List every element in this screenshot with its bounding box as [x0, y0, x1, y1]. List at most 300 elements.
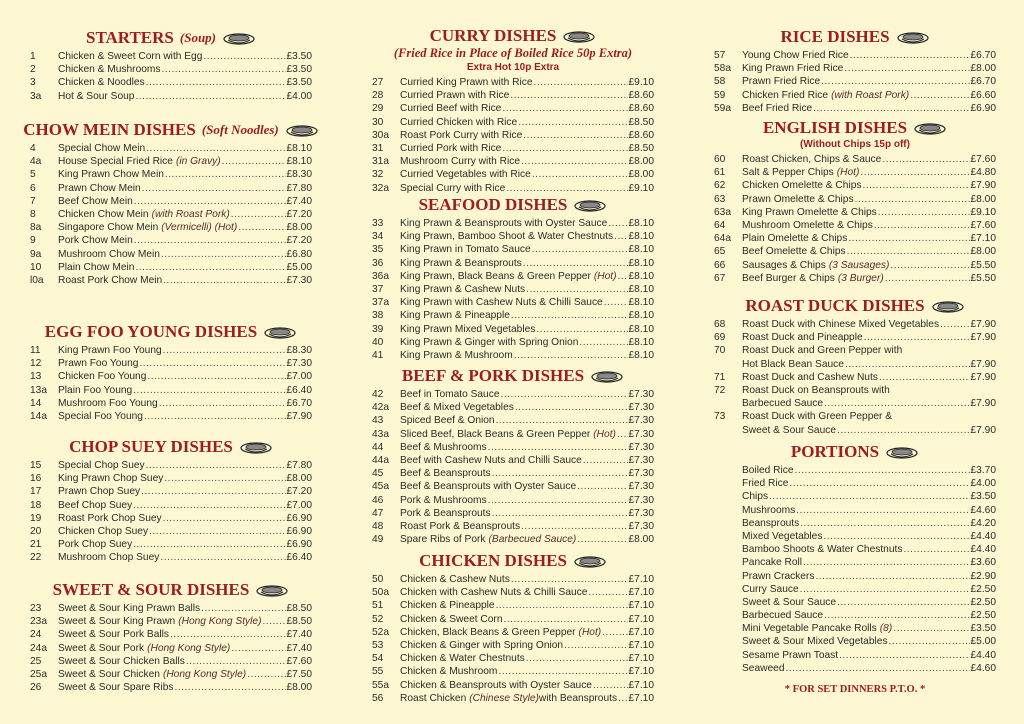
section-title: CHOW MEIN DISHES — [23, 120, 196, 139]
item-price: £7.10 — [628, 587, 654, 599]
dot-leader — [510, 89, 627, 102]
section-heading — [714, 442, 996, 462]
item-name: Chicken & Mushrooms — [58, 64, 161, 76]
item-number: 8 — [30, 208, 36, 220]
item-price: £7.80 — [286, 182, 312, 194]
menu-item — [372, 494, 654, 507]
menu-item — [714, 331, 996, 344]
item-name: Beef Fried Rice — [742, 102, 813, 114]
item-name: Pancake Roll — [742, 557, 803, 569]
item-name: Chicken Chop Suey — [58, 525, 149, 537]
item-name: King Prawn, Black Beans & Green Pepper — [400, 270, 591, 282]
item-number: 35 — [372, 244, 384, 256]
dot-leader — [133, 538, 285, 551]
menu-section-portions — [714, 442, 996, 675]
item-name: Prawn Fried Rice — [742, 76, 821, 88]
dot-leader — [142, 182, 286, 195]
menu-item — [714, 62, 996, 75]
dot-leader — [796, 504, 969, 517]
item-price: £7.10 — [628, 679, 654, 691]
menu-item — [372, 428, 654, 441]
dot-leader — [795, 464, 970, 477]
item-name: Beef with Cashew Nuts and Chilli Sauce — [400, 454, 582, 466]
menu-item-continuation — [714, 358, 996, 371]
item-price: £7.90 — [286, 410, 312, 422]
item-price: £7.10 — [628, 613, 654, 625]
dot-leader — [532, 243, 628, 256]
menu-item — [372, 388, 654, 401]
item-note: (Hot) — [593, 428, 616, 440]
item-number: 24 — [30, 629, 42, 641]
item-price: £8.00 — [286, 222, 312, 234]
dot-leader — [496, 599, 628, 612]
dot-leader — [789, 477, 969, 490]
menu-item — [372, 414, 654, 427]
item-price: £7.10 — [628, 666, 654, 678]
item-price: £7.10 — [628, 600, 654, 612]
section-title: CHICKEN DISHES — [419, 551, 567, 570]
item-number: 18 — [30, 499, 42, 511]
menu-item — [714, 477, 996, 490]
menu-item — [372, 626, 654, 639]
menu-item-list — [714, 318, 996, 437]
menu-item — [30, 90, 312, 103]
item-name: Barbecued Sauce — [742, 610, 823, 622]
rooster-icon — [573, 553, 607, 569]
item-name: Beef Omelette & Chips — [742, 246, 846, 258]
item-price: £6.70 — [970, 50, 996, 61]
item-number: 43 — [372, 415, 384, 427]
item-number: 54 — [372, 653, 384, 665]
item-name: Prawn Chow Mein — [58, 182, 141, 194]
dot-leader — [146, 459, 286, 472]
dot-leader — [864, 331, 970, 344]
menu-item — [714, 384, 996, 397]
dot-leader — [800, 517, 969, 530]
item-name: Curried Prawn with Rice — [400, 90, 510, 102]
item-name: Fried Rice — [742, 478, 789, 490]
item-price: £8.10 — [286, 156, 312, 168]
menu-item — [714, 490, 996, 503]
item-price: £6.80 — [286, 248, 312, 260]
menu-item — [30, 538, 312, 551]
item-price: £6.90 — [286, 525, 312, 537]
dot-leader — [837, 596, 969, 609]
item-number: 73 — [714, 411, 726, 423]
item-number: 32 — [372, 169, 384, 181]
menu-item — [372, 679, 654, 692]
item-name: Boiled Rice — [742, 465, 794, 476]
cow-and-pig-icon — [590, 368, 624, 384]
menu-item — [30, 168, 312, 181]
dot-leader — [170, 628, 286, 641]
item-number: 48 — [372, 520, 384, 532]
item-price: £9.10 — [628, 77, 654, 88]
item-price: £7.90 — [970, 371, 996, 383]
menu-item — [372, 467, 654, 480]
dot-leader — [577, 533, 627, 546]
menu-item — [372, 296, 654, 309]
menu-item-continuation — [714, 424, 996, 437]
dot-leader — [498, 665, 627, 678]
item-price: £6.60 — [970, 89, 996, 101]
item-name: Roast Duck with Chinese Mixed Vegetables — [742, 319, 940, 330]
dot-leader — [134, 234, 286, 247]
item-price: £4.80 — [970, 167, 996, 179]
section-note: (Fried Rice in Place of Boiled Rice 50p Extra) — [393, 46, 633, 60]
item-price: £7.30 — [628, 454, 654, 466]
item-price: £6.90 — [286, 539, 312, 551]
item-price: £8.60 — [628, 90, 654, 102]
item-number: 36a — [372, 270, 389, 282]
menu-item-list — [372, 573, 654, 705]
menu-item — [372, 613, 654, 626]
menu-section-rice-dishes — [714, 27, 996, 115]
dot-leader — [813, 102, 969, 115]
item-note: (Hong Kong Style) — [162, 668, 247, 680]
item-number: 26 — [30, 682, 42, 694]
item-name: House Special Fried Rice — [58, 156, 173, 168]
menu-item — [30, 261, 312, 274]
item-price: £8.10 — [628, 257, 654, 269]
menu-item — [372, 665, 654, 678]
item-price: £7.20 — [286, 486, 312, 498]
dot-leader — [159, 397, 286, 410]
item-number: l0a — [30, 274, 44, 286]
item-name: Chips — [742, 491, 769, 503]
item-note: (3 Burger) — [837, 272, 884, 284]
item-name: Prawn Foo Young — [58, 358, 139, 370]
item-name: Spare Ribs of Pork — [400, 534, 486, 546]
item-price: £7.50 — [286, 668, 312, 680]
menu-item — [714, 583, 996, 596]
item-price: £7.20 — [286, 235, 312, 247]
item-price: £3.50 — [970, 491, 996, 503]
dot-leader — [847, 245, 970, 258]
menu-item — [30, 615, 312, 628]
dot-leader — [893, 622, 969, 635]
dot-leader — [815, 570, 969, 583]
item-number: 19 — [30, 512, 42, 524]
menu-item — [30, 668, 312, 681]
menu-item — [372, 652, 654, 665]
item-name: Sliced Beef, Black Beans & Green Pepper — [400, 428, 591, 440]
item-note: (Hong Kong Style) — [147, 642, 231, 654]
item-name: Mixed Vegetables — [742, 530, 823, 542]
menu-item — [30, 628, 312, 641]
rice-bowl-chopsticks-icon — [896, 29, 930, 45]
item-name: Roast Chicken, Chips & Sauce — [742, 154, 882, 165]
oval-dish-icon — [255, 582, 289, 598]
item-name: King Prawn Chow Mein — [58, 169, 164, 181]
menu-item — [714, 517, 996, 530]
dot-leader — [523, 129, 627, 142]
item-price: £7.20 — [286, 208, 312, 220]
item-number: 34 — [372, 231, 384, 243]
item-number: 66 — [714, 259, 726, 271]
item-price: £2.90 — [970, 570, 996, 582]
item-name: Special Chow Mein — [58, 143, 146, 154]
item-name: King Prawn Fried Rice — [742, 63, 844, 75]
dot-leader — [577, 480, 627, 493]
item-price: £8.00 — [286, 682, 312, 694]
item-name: Beef & Mushrooms — [400, 441, 487, 453]
menu-item — [372, 336, 654, 349]
menu-item — [714, 410, 996, 423]
menu-item — [714, 259, 996, 272]
dot-leader — [133, 384, 285, 397]
dot-leader — [488, 441, 628, 454]
dot-leader — [231, 642, 285, 655]
menu-item — [372, 283, 654, 296]
item-price: £6.70 — [970, 76, 996, 88]
item-name: Beef & Beansprouts with Oyster Sauce — [400, 481, 577, 493]
section-title: PORTIONS — [790, 442, 880, 461]
dot-leader — [608, 217, 627, 230]
menu-item — [30, 459, 312, 472]
item-number: 51 — [372, 600, 384, 612]
dot-leader — [222, 155, 286, 168]
item-price: £7.60 — [286, 655, 312, 667]
menu-item — [714, 649, 996, 662]
item-price: £8.00 — [628, 534, 654, 546]
dot-leader — [521, 155, 627, 168]
item-price: £7.30 — [628, 402, 654, 414]
item-name: King Prawn & Ginger with Spring Onion — [400, 336, 579, 348]
item-number: 40 — [372, 336, 384, 348]
dot-leader — [492, 507, 628, 520]
item-name: King Prawn Chop Suey — [58, 473, 164, 485]
menu-item — [714, 245, 996, 258]
dot-leader — [163, 274, 285, 287]
item-price: £3.60 — [970, 557, 996, 569]
menu-item — [30, 234, 312, 247]
item-name: Pork Chow Mein — [58, 235, 133, 247]
dot-leader — [506, 182, 627, 195]
section-title: STARTERS — [85, 28, 174, 47]
item-number: 7 — [30, 195, 36, 207]
menu-item — [714, 232, 996, 245]
menu-item — [30, 642, 312, 655]
item-number: 58a — [714, 63, 731, 75]
item-price: £8.50 — [286, 603, 312, 614]
dot-leader — [579, 336, 627, 349]
item-name: Roast Chicken — [400, 692, 467, 704]
menu-item-list — [30, 459, 312, 565]
item-number: 52 — [372, 613, 384, 625]
plate-knife-fork-icon — [913, 120, 947, 136]
item-name: Beef Chow Mein — [58, 195, 133, 207]
item-number: 10 — [30, 261, 42, 273]
item-number: 46 — [372, 494, 384, 506]
item-price: £7.10 — [628, 692, 654, 704]
item-name: Sweet & Sour Pork Balls — [58, 629, 169, 641]
item-number: 30a — [372, 129, 389, 141]
covered-dish-icon — [263, 324, 297, 340]
dot-leader — [824, 609, 970, 622]
section-heading — [23, 120, 312, 140]
dot-leader — [144, 410, 286, 423]
item-price: £2.50 — [970, 583, 996, 595]
dot-leader — [879, 371, 970, 384]
item-price: £8.10 — [628, 270, 654, 282]
menu-item — [30, 248, 312, 261]
menu-item — [30, 397, 312, 410]
menu-item-list — [372, 217, 654, 362]
menu-item — [714, 166, 996, 179]
menu-item — [372, 533, 654, 546]
item-name: Beef in Tomato Sauce — [400, 389, 500, 400]
dot-leader — [526, 652, 628, 665]
item-price: £6.90 — [970, 102, 996, 114]
menu-item — [714, 89, 996, 102]
item-price: £8.10 — [628, 323, 654, 335]
item-number: 71 — [714, 371, 726, 383]
menu-item — [372, 520, 654, 533]
duck-icon — [931, 298, 965, 314]
item-name: Beef & Beansprouts — [400, 468, 491, 480]
menu-item — [372, 480, 654, 493]
dot-leader — [163, 344, 286, 357]
item-number: 25a — [30, 668, 47, 680]
item-price: £8.10 — [628, 349, 654, 361]
item-number: 2 — [30, 64, 36, 76]
dot-leader — [534, 76, 628, 89]
item-name: Sweet & Sour Sauce — [742, 596, 837, 608]
menu-item — [714, 219, 996, 232]
menu-item — [714, 102, 996, 115]
item-price: £7.40 — [286, 629, 312, 641]
dot-leader — [618, 692, 627, 705]
menu-item-continuation — [714, 397, 996, 410]
item-name: King Prawn & Pineapple — [400, 310, 510, 322]
item-name: King Prawn Omelette & Chips — [742, 206, 877, 218]
item-note: (8) — [879, 623, 893, 635]
item-number: 62 — [714, 180, 726, 192]
item-name: Salt & Pepper Chips — [742, 167, 834, 179]
menu-item — [30, 195, 312, 208]
section-heading — [30, 28, 312, 48]
item-note: (Chinese Style) — [469, 692, 539, 704]
item-price: £7.10 — [628, 639, 654, 651]
item-number: 8a — [30, 222, 42, 234]
item-name: Mushroom Foo Young — [58, 397, 158, 409]
dot-leader — [488, 494, 628, 507]
menu-item — [372, 323, 654, 336]
item-name: Curried Pork with Rice — [400, 142, 502, 154]
menu-item — [714, 556, 996, 569]
dot-leader — [146, 142, 285, 155]
item-name: Chicken Chow Mein — [58, 208, 149, 220]
menu-item — [714, 622, 996, 635]
item-number: 14 — [30, 397, 42, 409]
item-name: Roast Pork Chow Mein — [58, 274, 163, 286]
menu-item-list — [714, 464, 996, 675]
menu-item — [372, 454, 654, 467]
item-name: Curried Vegetables with Rice — [400, 169, 531, 181]
item-number: 72 — [714, 384, 726, 396]
item-number: 65 — [714, 246, 726, 258]
item-price: £8.50 — [628, 116, 654, 128]
item-name: King Prawn in Tomato Sauce — [400, 244, 531, 256]
item-name: Sweet & Sour Chicken Balls — [58, 655, 185, 667]
menu-item — [714, 530, 996, 543]
menu-item — [372, 182, 654, 195]
menu-item — [372, 168, 654, 181]
item-name: Sweet & Sour King Prawn — [58, 616, 176, 628]
section-title: SEAFOOD DISHES — [418, 195, 568, 214]
dot-leader — [845, 358, 970, 371]
dot-leader — [593, 679, 628, 692]
item-price: £7.30 — [628, 468, 654, 480]
item-price: £7.30 — [628, 389, 654, 400]
dot-leader — [882, 153, 969, 166]
item-name: Plain Chow Mein — [58, 261, 135, 273]
dot-leader — [855, 193, 970, 206]
dot-leader — [536, 323, 627, 336]
item-name: Special Foo Young — [58, 410, 143, 422]
menu-section-egg-foo-young-dishes — [30, 322, 312, 423]
soup-bowl-icon — [222, 30, 256, 46]
item-number: 30 — [372, 116, 384, 128]
dot-leader — [502, 102, 627, 115]
section-title: EGG FOO YOUNG DISHES — [44, 322, 258, 341]
item-name: Beansprouts — [742, 517, 800, 529]
item-name: Special Curry with Rice — [400, 182, 506, 194]
menu-section-sweet-sour-dishes — [30, 580, 312, 694]
item-name: Roast Duck and Pineapple — [742, 332, 863, 344]
menu-item — [372, 639, 654, 652]
section-heading — [372, 366, 654, 386]
item-price: £8.10 — [628, 310, 654, 322]
item-number: 5 — [30, 169, 36, 181]
section-title: ENGLISH DISHES — [762, 118, 908, 137]
section-heading — [30, 437, 312, 457]
item-price: £8.00 — [628, 156, 654, 168]
item-price: £7.30 — [628, 494, 654, 506]
item-number: 32a — [372, 182, 389, 194]
item-name: Bamboo Shoots & Water Chestnuts — [742, 544, 903, 556]
item-price: £7.90 — [970, 424, 996, 436]
item-price: £5.50 — [970, 272, 996, 284]
menu-section-chicken-dishes — [372, 551, 654, 705]
dot-leader — [823, 530, 969, 543]
dot-leader — [837, 424, 969, 437]
menu-section-chow-mein-dishes — [23, 120, 312, 287]
menu-item-list — [30, 602, 312, 694]
item-price: £4.40 — [970, 649, 996, 661]
item-number: 12 — [30, 358, 42, 370]
item-name-continued: Sweet & Sour Sauce — [742, 424, 837, 436]
item-note: (3 Sausages) — [828, 259, 890, 271]
menu-item — [714, 344, 996, 357]
item-name: King Prawn & Cashew Nuts — [400, 283, 526, 295]
item-price: £3.50 — [970, 623, 996, 635]
item-name: Hot & Sour Soup — [58, 90, 135, 102]
item-price: £6.90 — [286, 512, 312, 524]
dot-leader — [515, 401, 628, 414]
item-note: (Vermicelli) (Hot) — [161, 222, 238, 234]
item-price: £8.50 — [286, 616, 312, 628]
dot-leader — [889, 635, 970, 648]
item-price: £6.40 — [286, 552, 312, 564]
dot-leader — [203, 50, 285, 63]
item-number: 37 — [372, 283, 384, 295]
dot-leader — [614, 230, 627, 243]
curry-pot-icon — [562, 28, 596, 44]
item-number: 25 — [30, 655, 42, 667]
dot-leader — [860, 166, 969, 179]
